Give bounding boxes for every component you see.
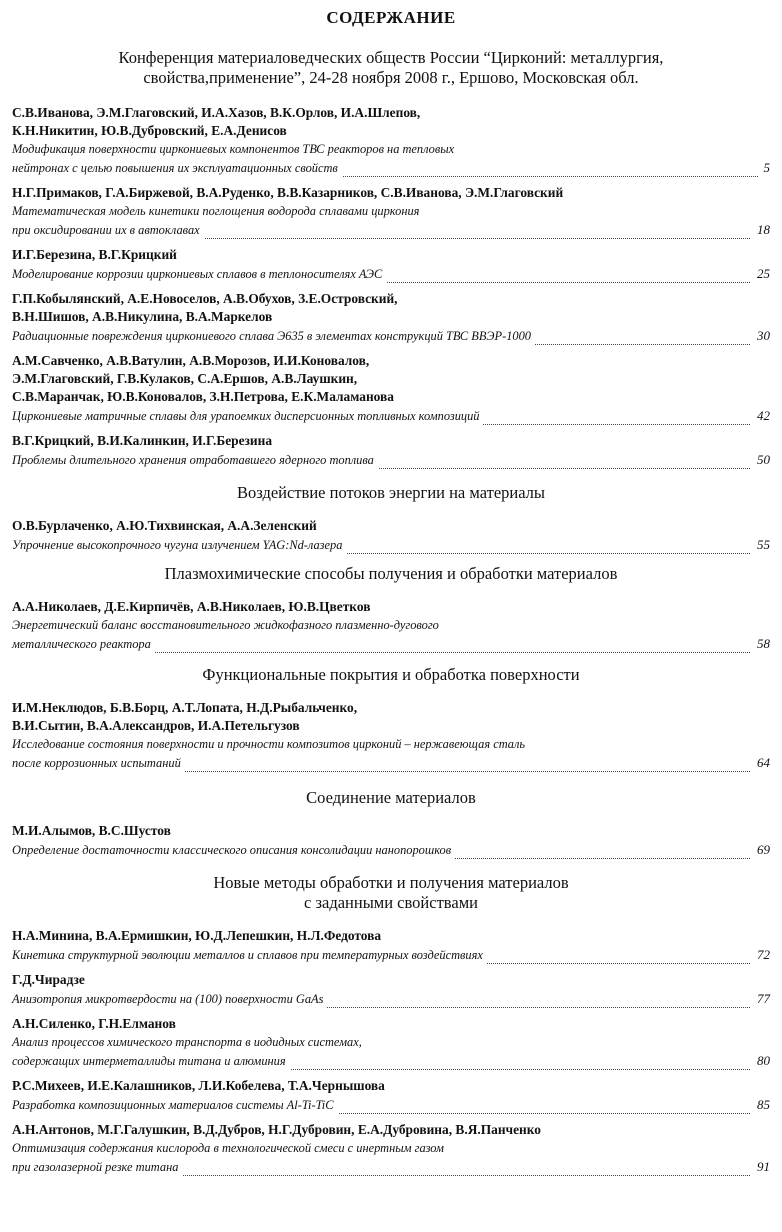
toc-section (12, 483, 770, 554)
entry-authors: А.А.Николаев, Д.Е.Кирпичёв, А.В.Николаев, Ю.В.Цветков (12, 599, 371, 614)
section-heading-line: с заданными свойствами (304, 893, 478, 912)
toc-entry[interactable] (12, 1015, 770, 1070)
page-number: 85 (751, 1096, 770, 1114)
entry-title: Математическая модель кинетики поглощения водорода сплавами циркония (12, 204, 420, 218)
entry-title: Циркониевые матричные сплавы для урanoемких дисперсионных топливных композиций (12, 407, 483, 425)
entry-leader-line (12, 450, 770, 469)
entry-title: Моделирование коррозии циркониевых сплавов в теплоносителях АЭС (12, 265, 386, 283)
page-title: СОДЕРЖАНИЕ (326, 8, 456, 27)
page-number: 64 (751, 754, 770, 772)
page-number: 69 (751, 841, 770, 859)
conference-heading (12, 48, 770, 88)
section-heading-line: Соединение материалов (306, 788, 476, 807)
entry-title: Энергетический баланс восстановительного жидкофазного плазменно-дугового (12, 618, 439, 632)
entry-authors: Н.Г.Примаков, Г.А.Биржевой, В.А.Руденко, В.В.Казарников, С.В.Иванова, Э.М.Глаговский (12, 185, 564, 200)
entry-leader-line (12, 753, 770, 772)
entry-leader-line (12, 326, 770, 345)
entry-leader-line (12, 1051, 770, 1070)
toc-section (12, 665, 770, 772)
entry-leader-line (12, 634, 770, 653)
entry-title: Проблемы длительного хранения отработавшего ядерного топлива (12, 451, 378, 469)
toc-section (12, 564, 770, 653)
section-heading-line: Плазмохимические способы получения и обработки материалов (164, 564, 618, 583)
toc-entry[interactable] (12, 1077, 770, 1114)
page-number: 58 (751, 635, 770, 653)
entry-title: Анизотропия микротвердости на (100) поверхности GaAs (12, 990, 327, 1008)
entry-authors: А.Н.Силенко, Г.Н.Елманов (12, 1016, 176, 1031)
entry-title: Разработка композиционных материалов системы Al-Ti-TiC (12, 1096, 338, 1114)
page-number: 18 (751, 221, 770, 239)
entry-authors: Г.Д.Чирадзе (12, 972, 85, 987)
entry-authors: А.Н.Антонов, М.Г.Галушкин, В.Д.Дубров, Н.Г.Дубровин, Е.А.Дубровина, В.Я.Панченко (12, 1122, 541, 1137)
entry-authors: В.И.Сытин, В.А.Александров, И.А.Петельгузов (12, 718, 300, 733)
entry-leader-line (12, 535, 770, 554)
entry-authors: Э.М.Глаговский, Г.В.Кулаков, С.А.Ершов, А.В.Лаушкин, (12, 371, 358, 386)
entry-authors: О.В.Бурлаченко, А.Ю.Тихвинская, А.А.Зеленский (12, 518, 317, 533)
entry-authors: В.Г.Крицкий, В.И.Калинкин, И.Г.Березина (12, 433, 273, 448)
entry-authors: А.М.Савченко, А.В.Ватулин, А.В.Морозов, И.И.Коновалов, (12, 353, 370, 368)
toc-entry[interactable] (12, 971, 770, 1008)
entry-leader-line (12, 989, 770, 1008)
entry-authors: И.Г.Березина, В.Г.Крицкий (12, 247, 177, 262)
entry-authors: К.Н.Никитин, Ю.В.Дубровский, Е.А.Денисов (12, 123, 287, 138)
section-heading (12, 564, 770, 584)
entry-title: Оптимизация содержания кислорода в технологической смеси с инертным газом (12, 1141, 444, 1155)
toc-entry[interactable] (12, 822, 770, 859)
entry-authors: Н.А.Минина, В.А.Ермишкин, Ю.Д.Лепешкин, Н.Л.Федотова (12, 928, 382, 943)
entry-title: Упрочнение высокопрочного чугуна излучением YAG:Nd-лазера (12, 536, 346, 554)
section-heading (12, 788, 770, 808)
entry-authors: С.В.Иванова, Э.М.Глаговский, И.А.Хазов, В.К.Орлов, И.А.Шлепов, (12, 105, 421, 120)
entry-leader-line (12, 840, 770, 859)
page-number: 55 (751, 536, 770, 554)
page-number: 42 (751, 407, 770, 425)
section-heading-line: Воздействие потоков энергии на материалы (236, 483, 546, 502)
conference-line: свойства,применение”, 24-28 ноября 2008 г., Ершово, Московская обл. (143, 68, 639, 87)
entry-title: Определение достаточности классического описания консолидации нанопорошков (12, 841, 455, 859)
toc-body (12, 104, 770, 1176)
toc-entry[interactable] (12, 432, 770, 469)
section-heading (12, 873, 770, 913)
page-number: 25 (751, 265, 770, 283)
entry-authors: И.М.Неклюдов, Б.В.Борц, А.Т.Лопата, Н.Д.Рыбальченко, (12, 700, 358, 715)
entry-title: после коррозионных испытаний (12, 754, 185, 772)
page-number: 72 (751, 946, 770, 964)
section-heading-line: Функциональные покрытия и обработка поверхности (202, 665, 580, 684)
toc-entry[interactable] (12, 1121, 770, 1176)
entry-leader-line (12, 1095, 770, 1114)
toc-entry[interactable] (12, 246, 770, 283)
toc-entry[interactable] (12, 517, 770, 554)
entry-authors: С.В.Маранчак, Ю.В.Коновалов, З.Н.Петрова, Е.К.Маламанова (12, 389, 394, 404)
section-heading (12, 483, 770, 503)
toc-entry[interactable] (12, 352, 770, 425)
section-heading (12, 665, 770, 685)
entry-authors: Г.П.Кобылянский, А.Е.Новоселов, А.В.Обухов, З.Е.Островский, (12, 291, 398, 306)
entry-title: при оксидировании их в автоклавах (12, 221, 204, 239)
entry-leader-line (12, 158, 770, 177)
entry-title: при газолазерной резке титана (12, 1158, 182, 1176)
entry-leader-line (12, 1157, 770, 1176)
section-heading-line: Новые методы обработки и получения материалов (213, 873, 569, 892)
entry-title: Исследование состояния поверхности и прочности композитов цирконий – нержавеющая сталь (12, 737, 526, 751)
entry-title: Анализ процессов химического транспорта в иодидных системах, (12, 1035, 362, 1049)
entry-authors: Р.С.Михеев, И.Е.Калашников, Л.И.Кобелева, Т.А.Чернышова (12, 1078, 385, 1093)
page-number: 30 (751, 327, 770, 345)
toc-entry[interactable] (12, 184, 770, 239)
toc-section (12, 873, 770, 1176)
toc-entry[interactable] (12, 598, 770, 653)
toc-entry[interactable] (12, 104, 770, 177)
entry-title: нейтронах с целью повышения их эксплуатационных свойств (12, 159, 342, 177)
toc-section (12, 788, 770, 859)
page-number: 80 (751, 1052, 770, 1070)
entry-leader-line (12, 220, 770, 239)
entry-leader-line (12, 945, 770, 964)
entry-title: Радиационные повреждения циркониевого сплава Э635 в элементах конструкций ТВС ВВЭР-1000 (12, 327, 535, 345)
entry-leader-line (12, 264, 770, 283)
page-number: 77 (751, 990, 770, 1008)
entry-leader-line (12, 406, 770, 425)
entry-title: Модификация поверхности циркониевых компонентов ТВС реакторов на тепловых (12, 142, 455, 156)
toc-entry[interactable] (12, 290, 770, 345)
toc-entry[interactable] (12, 927, 770, 964)
entry-title: содержащих интерметаллиды титана и алюминия (12, 1052, 290, 1070)
toc-entry[interactable] (12, 699, 770, 772)
entry-title: металлического реактора (12, 635, 155, 653)
page-number: 50 (751, 451, 770, 469)
conference-line: Конференция материаловедческих обществ России “Цирконий: металлургия, (118, 48, 664, 67)
entry-title: Кинетика структурной эволюции металлов и сплавов при температурных воздействиях (12, 946, 487, 964)
page-number: 91 (751, 1158, 770, 1176)
entry-authors: М.И.Алымов, В.С.Шустов (12, 823, 171, 838)
toc-section (12, 104, 770, 469)
page-number: 5 (758, 159, 771, 177)
entry-authors: В.Н.Шишов, А.В.Никулина, В.А.Маркелов (12, 309, 273, 324)
